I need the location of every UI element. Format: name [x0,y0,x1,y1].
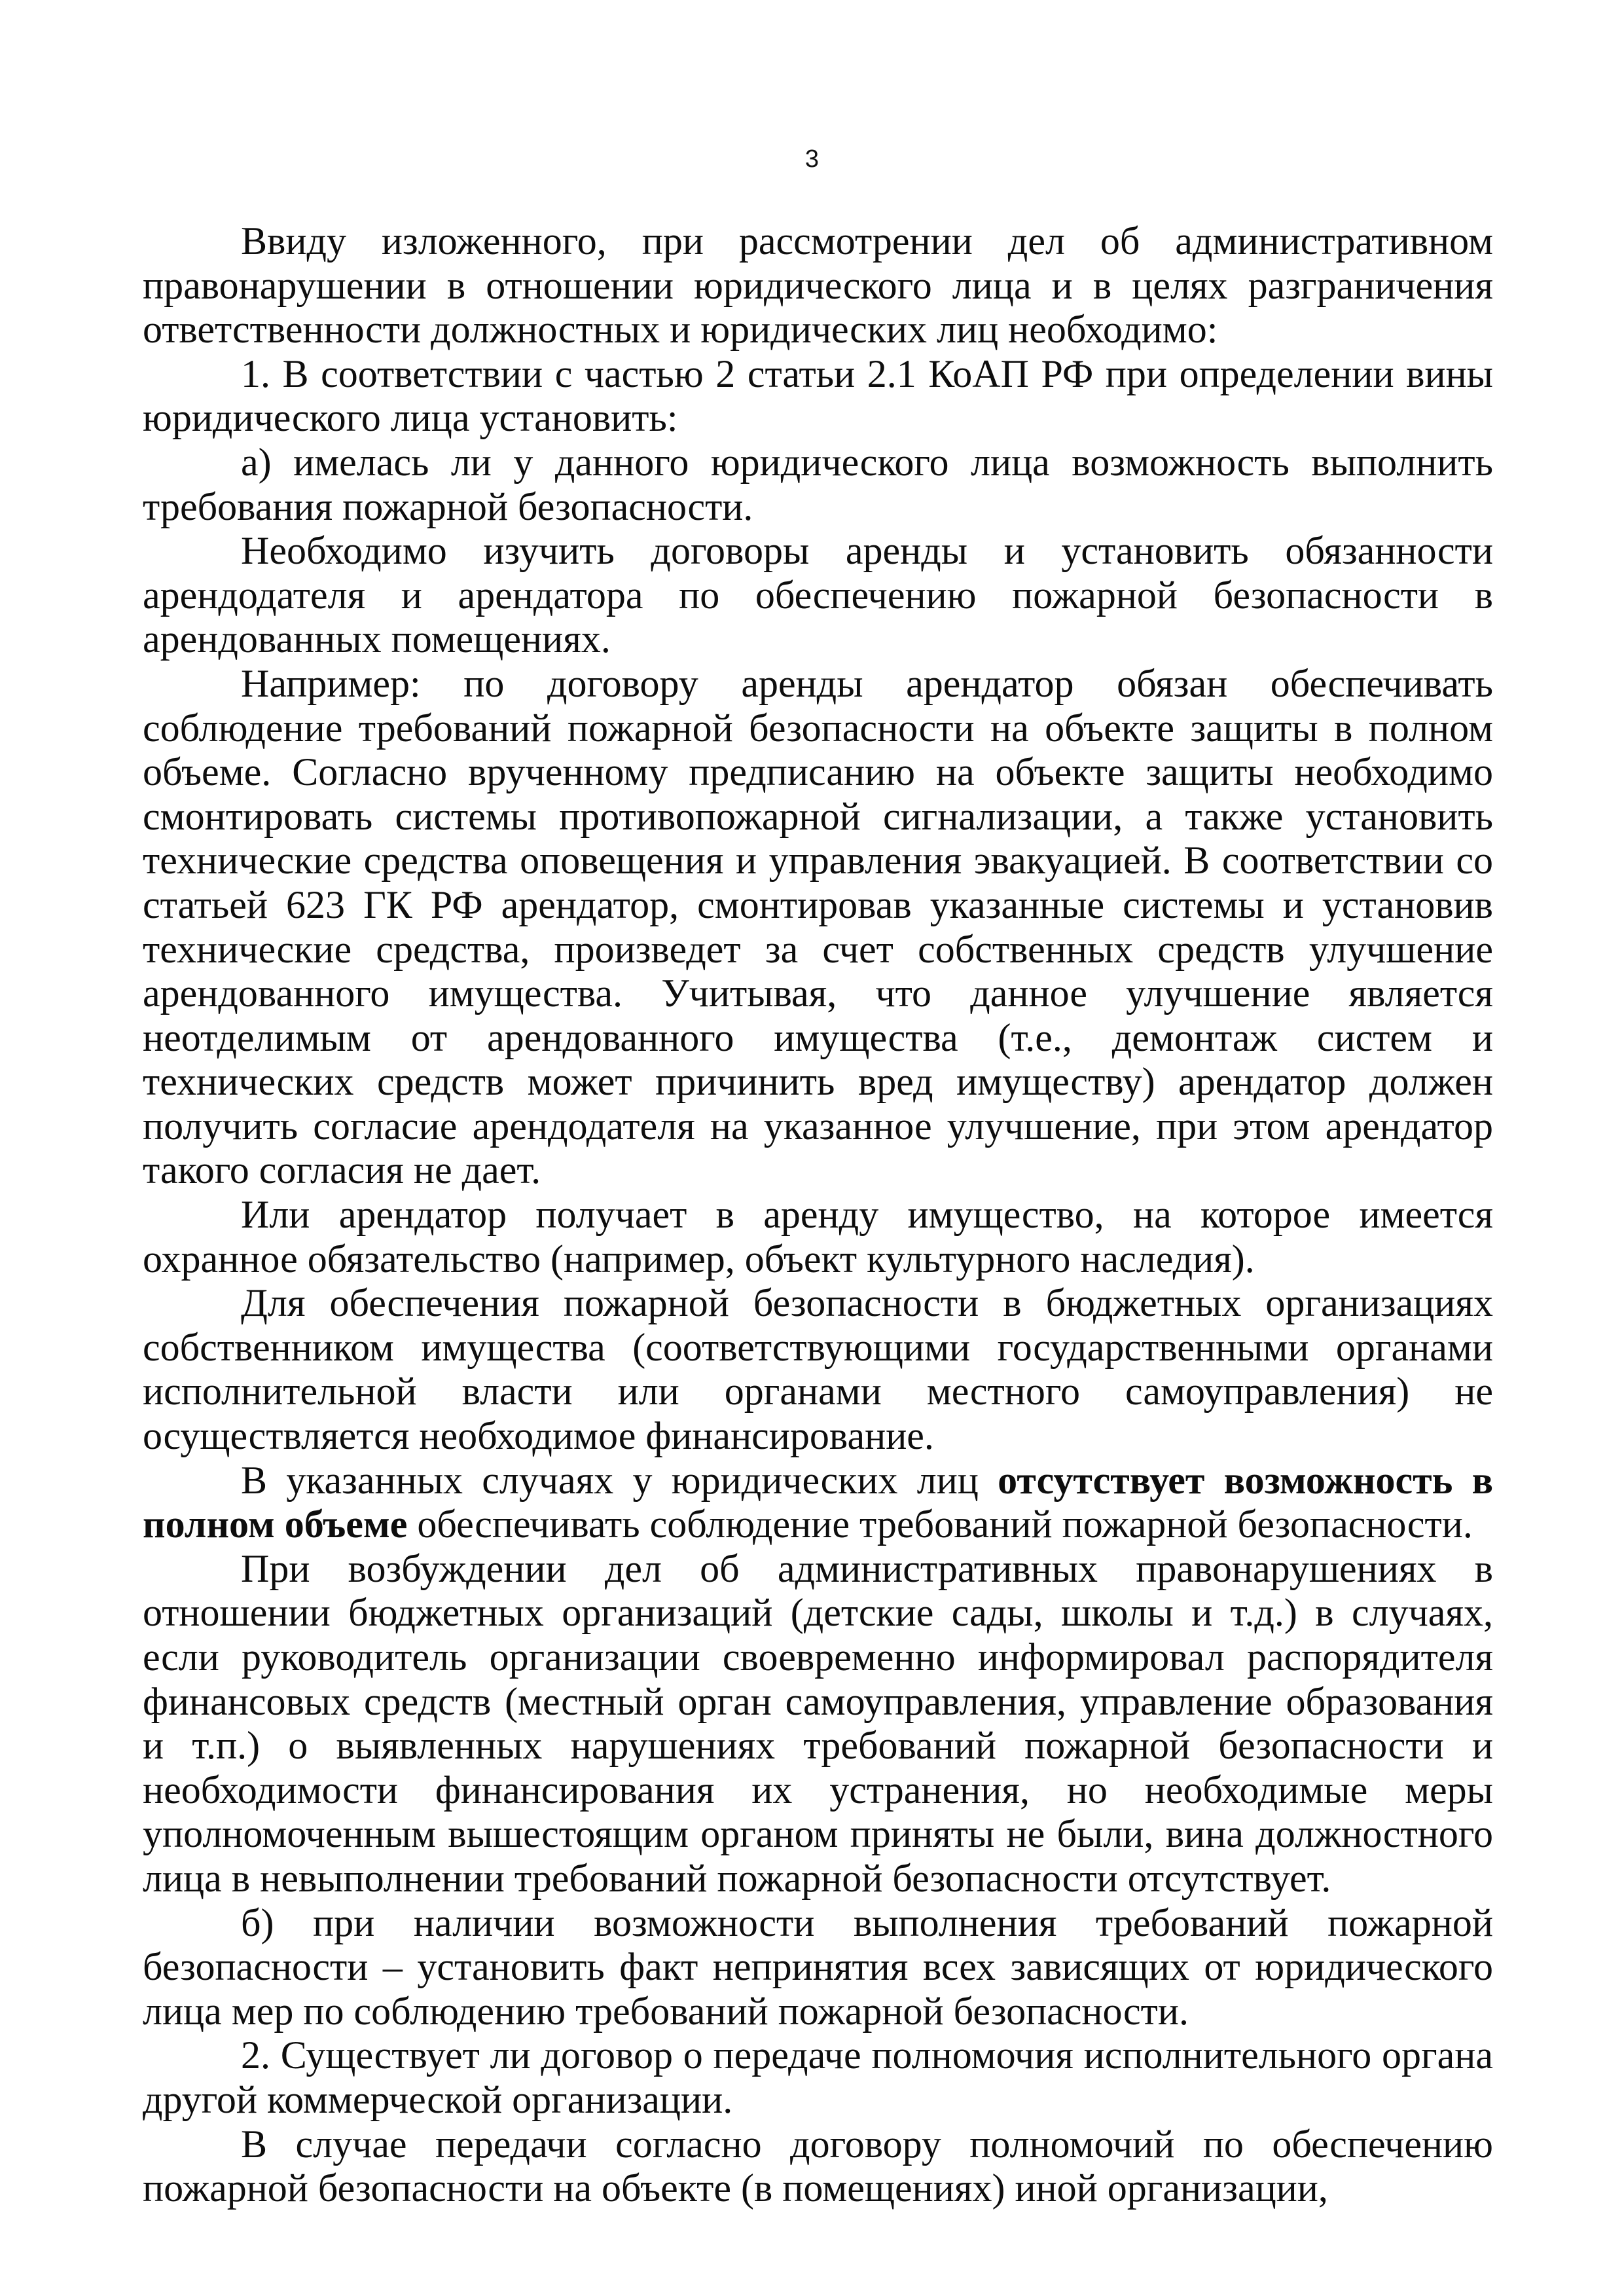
paragraph-lease-contracts: Необходимо изучить договоры аренды и установить обязанности арендодателя и арендатора по обеспечению пожарной безопасности в арендованных помещениях. [143,529,1493,661]
paragraph-cultural-heritage: Или арендатор получает в аренду имущество, на которое имеется охранное обязательство (например, объект культурного наследия). [143,1193,1493,1281]
paragraph-item-1: 1. В соответствии с частью 2 статьи 2.1 КоАП РФ при определении вины юридического лица установить: [143,352,1493,440]
paragraph-proceedings: При возбуждении дел об административных правонарушениях в отношении бюджетных организаций (детские сады, школы и т.д.) в случаях, если руководитель организации своевременно информировал распорядителя финансовых средств (местный орган самоуправления, управление образования и т.п.) о выявленных нарушениях требований пожарной безопасности и необходимости финансирования их устранения, но необходимые меры уполномоченным вышестоящим органом приняты не были, вина должностного лица в невыполнении требований пожарной безопасности отсутствует. [143,1546,1493,1900]
paragraph-item-b: б) при наличии возможности выполнения требований пожарной безопасности – установить факт непринятия всех зависящих от юридического лица мер по соблюдению требований пожарной безопасности. [143,1901,1493,2033]
paragraph-no-possibility [143,1459,1493,1547]
paragraph-transfer: В случае передачи согласно договору полномочий по обеспечению пожарной безопасности на объекте (в помещениях) иной организации, [143,2122,1493,2210]
paragraph-item-a: а) имелась ли у данного юридического лица возможность выполнить требования пожарной безопасности. [143,440,1493,528]
body-text [143,219,1493,2211]
paragraph-intro: Ввиду изложенного, при рассмотрении дел об административном правонарушении в отношении юридического лица и в целях разграничения ответственности должностных и юридических лиц необходимо: [143,219,1493,352]
paragraph-no-possibility-end: обеспечивать соблюдение требований пожарной безопасности. [407,1503,1473,1546]
page-number: 3 [804,145,820,173]
paragraph-example: Например: по договору аренды арендатор обязан обеспечивать соблюдение требований пожарной безопасности на объекте защиты в полном объеме. Согласно врученному предписанию на объекте защиты необходимо смонтировать системы противопожарной сигнализации, а также установить технические средства оповещения и управления эвакуацией. В соответствии со статьей 623 ГК РФ арендатор, смонтировав указанные системы и установив технические средства, произведет за счет собственных средств улучшение арендованного имущества. Учитывая, что данное улучшение является неотделимым от арендованного имущества (т.е., демонтаж систем и технических средств может причинить вред имуществу) арендатор должен получить согласие арендодателя на указанное улучшение, при этом арендатор такого согласия не дает. [143,661,1493,1192]
paragraph-item-2: 2. Существует ли договор о передаче полномочия исполнительного органа другой коммерческой организации. [143,2033,1493,2121]
paragraph-no-possibility-start: В указанных случаях у юридических лиц [241,1458,998,1502]
emphasis-text: отсутствует возможность в полном объеме [143,1458,1493,1546]
paragraph-budget-organizations: Для обеспечения пожарной безопасности в бюджетных организациях собственником имущества (соответствующими государственными органами исполнительной власти или органами местного самоуправления) не осуществляется необходимое финансирование. [143,1281,1493,1458]
